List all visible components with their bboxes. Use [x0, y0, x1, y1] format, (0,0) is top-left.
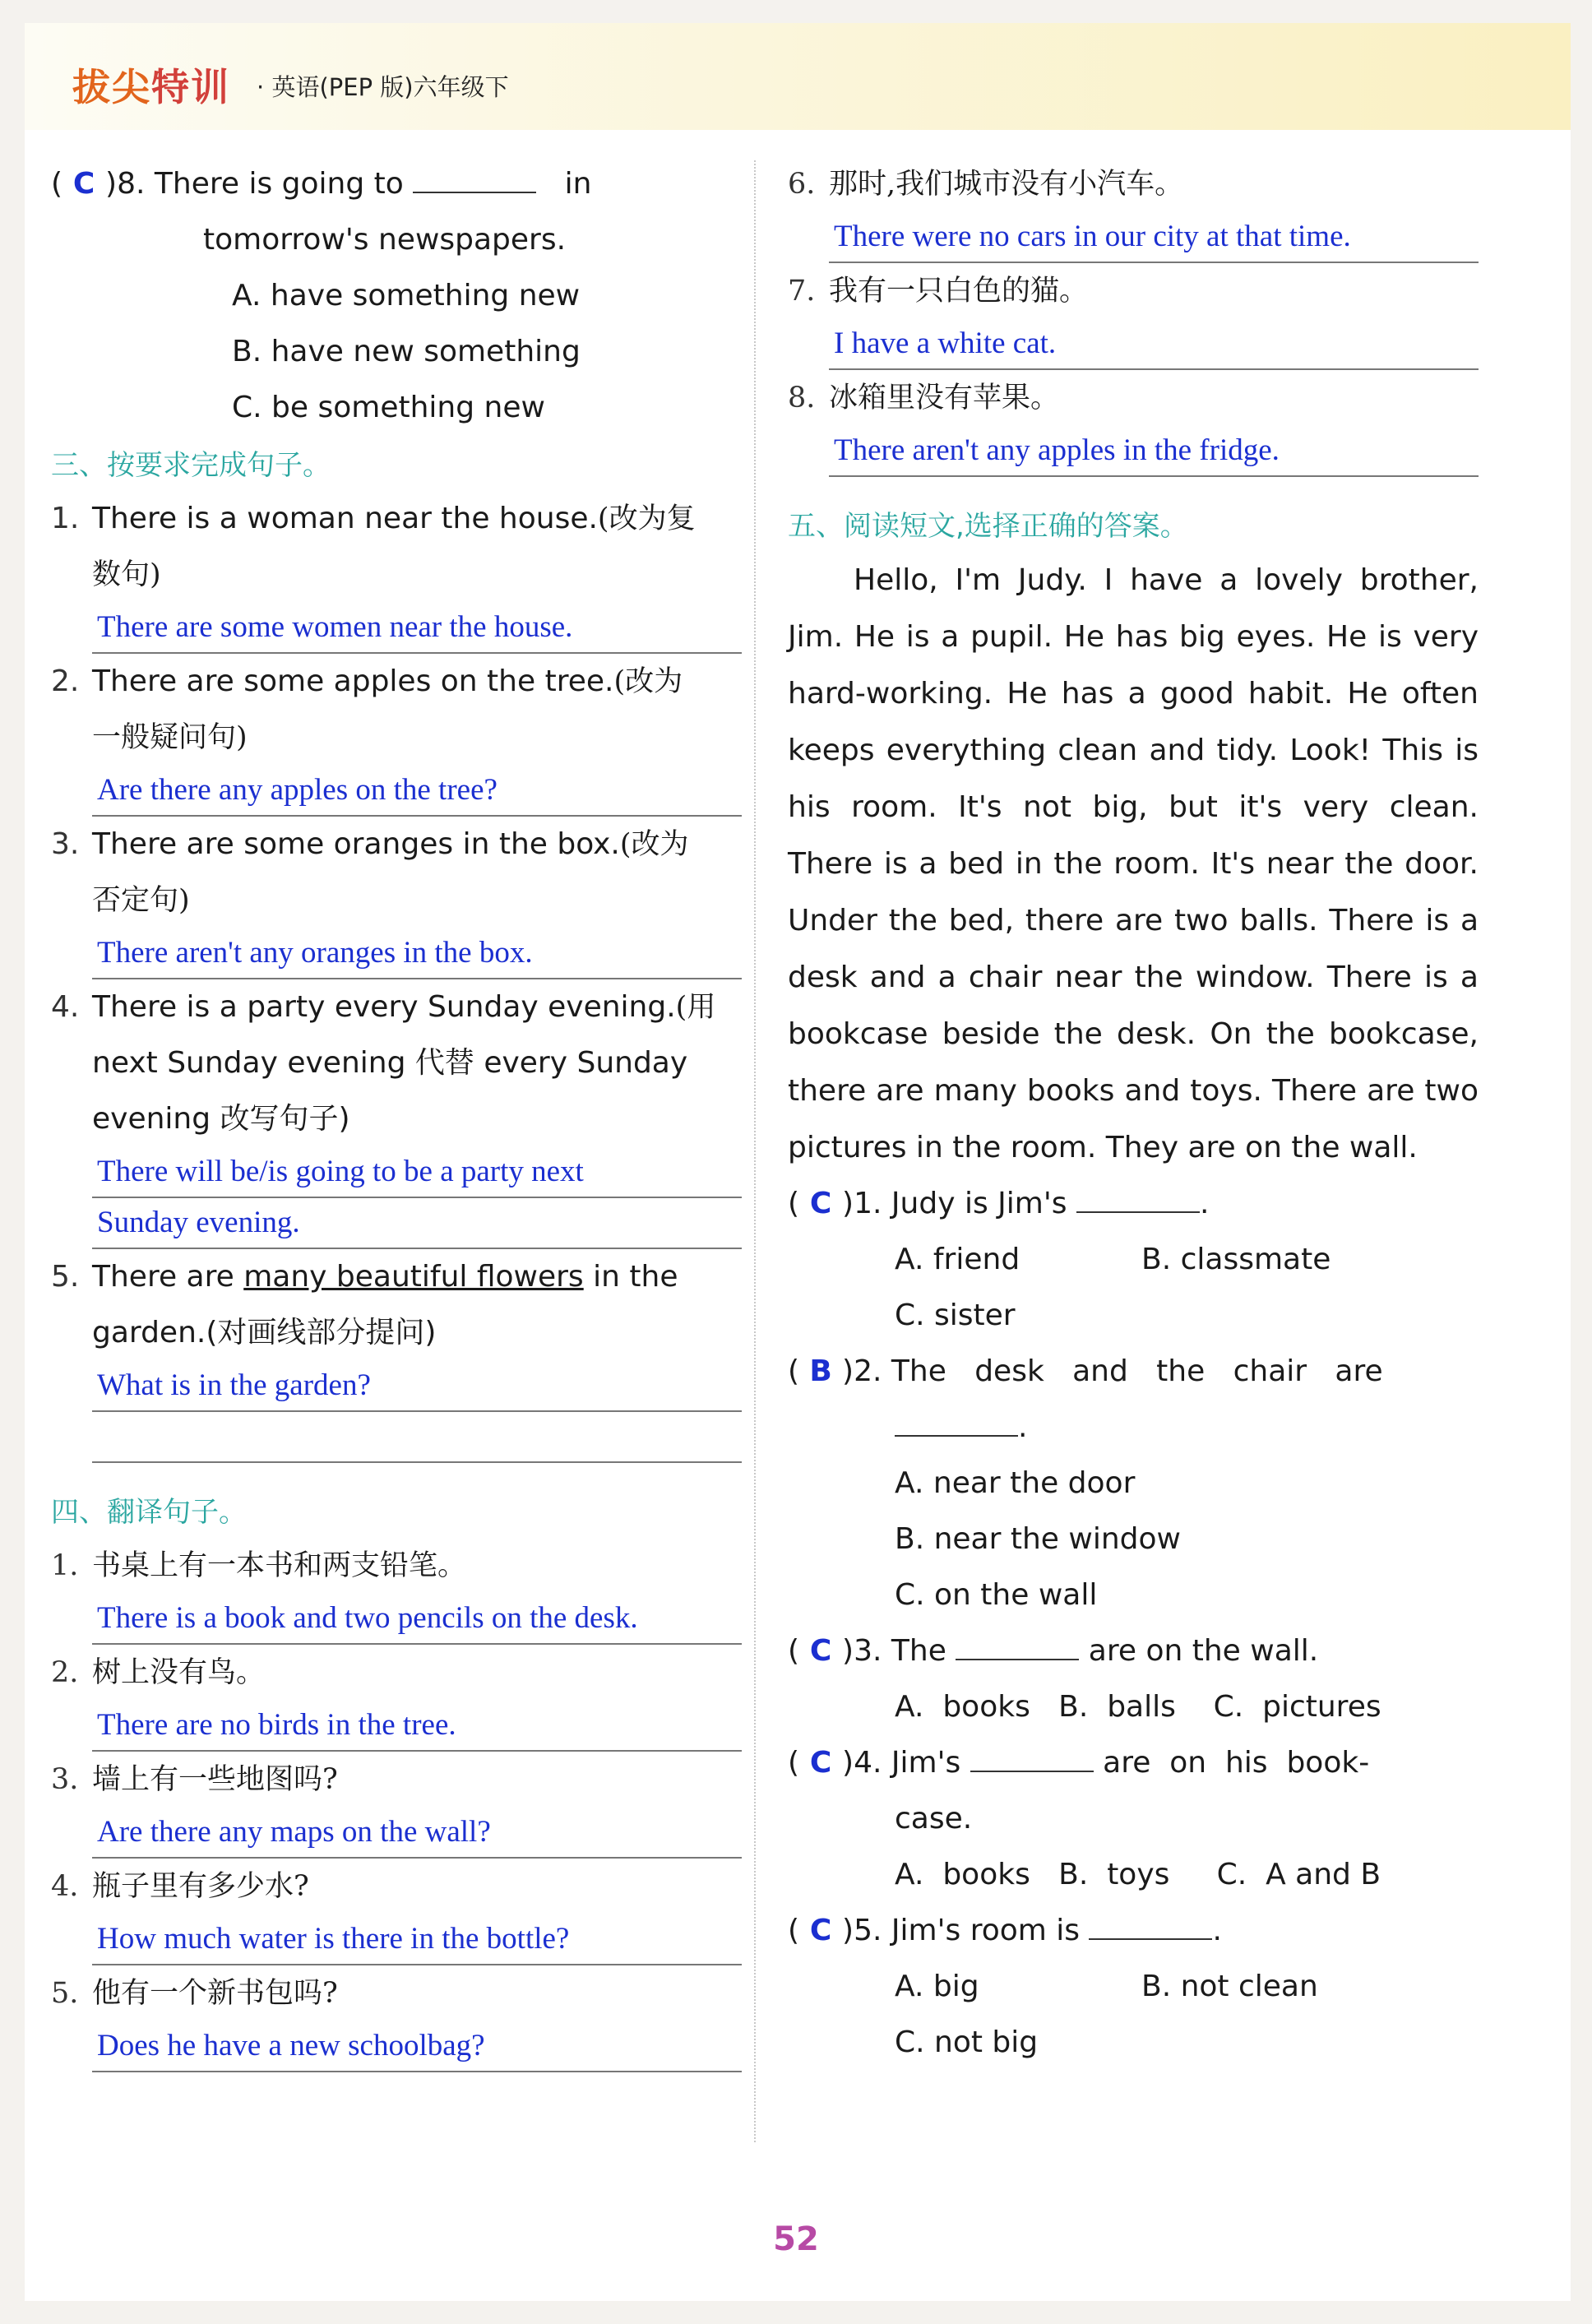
- answer-letter: B: [809, 1354, 832, 1388]
- answer-line: I have a white cat.: [829, 319, 1479, 370]
- option: C. on the wall: [895, 1578, 1098, 1612]
- option: B. near the window: [895, 1522, 1181, 1556]
- column-divider: [754, 160, 756, 2142]
- reading-question: ( C )5. Jim's room is .: [788, 1903, 1479, 1959]
- exercise-item-cont: 一般疑问句): [92, 721, 248, 754]
- reading-question: ( C )1. Judy is Jim's .: [788, 1176, 1479, 1232]
- exercise-item: 3. There are some oranges in the box.(改为: [51, 827, 689, 861]
- page-number: 52: [773, 2220, 819, 2258]
- translate-item: 2. 树上没有鸟。: [51, 1656, 266, 1689]
- answer-line: There are no birds in the tree.: [92, 1701, 742, 1752]
- answer-letter: C: [809, 1914, 832, 1947]
- section-5-heading: 五、阅读短文,选择正确的答案。: [788, 510, 1188, 543]
- answer-line: There aren't any apples in the fridge.: [829, 426, 1479, 477]
- translate-item: 6. 那时,我们城市没有小汽车。: [788, 168, 1184, 201]
- exercise-item: 2. There are some apples on the tree.(改为: [51, 664, 683, 698]
- option: A. have something new: [232, 279, 581, 312]
- exercise-item-cont: evening 改写句子): [92, 1102, 350, 1136]
- exercise-item-cont: garden.(对画线部分提问): [92, 1316, 437, 1349]
- section-3-heading: 三、按要求完成句子。: [51, 449, 331, 482]
- answer-line: Are there any apples on the tree?: [92, 766, 742, 817]
- question-cont: case.: [895, 1802, 973, 1836]
- answer-letter: C: [809, 1634, 832, 1668]
- brand-logo: 拔尖特训: [72, 65, 230, 109]
- blank-line: [413, 167, 536, 193]
- translate-item: 1. 书桌上有一本书和两支铅笔。: [51, 1549, 467, 1582]
- answer-line: There were no cars in our city at that time.: [829, 212, 1479, 263]
- reading-question: ( C )3. The are on the wall.: [788, 1623, 1479, 1679]
- reading-question: ( B )2. The desk and the chair are: [788, 1344, 1479, 1400]
- answer-line: What is in the garden?: [92, 1361, 742, 1412]
- option: A. books B. balls C. pictures: [895, 1690, 1381, 1724]
- exercise-item-cont: next Sunday evening 代替 every Sunday: [92, 1046, 688, 1080]
- option: A. near the door: [895, 1466, 1136, 1500]
- option: C. sister: [895, 1299, 1016, 1332]
- exercise-item: 4. There is a party every Sunday evening.(用: [51, 990, 716, 1024]
- answer-line: There are some women near the house.: [92, 603, 742, 654]
- answer-line: How much water is there in the bottle?: [92, 1914, 742, 1965]
- answer-line-empty: [92, 1412, 742, 1463]
- translate-item: 7. 我有一只白色的猫。: [788, 275, 1089, 308]
- right-column: [788, 156, 1479, 2071]
- answer-line: There will be/is going to be a party next: [92, 1147, 742, 1198]
- exercise-item: 5. There are many beautiful flowers in the: [51, 1260, 678, 1294]
- subject-title: · 英语(PEP 版)六年级下: [257, 73, 509, 101]
- exercise-item-cont: 数句): [92, 558, 161, 591]
- option: A. big B. not clean: [895, 1970, 1318, 2003]
- option: A. books B. toys C. A and B: [895, 1858, 1381, 1891]
- section-4-heading: 四、翻译句子。: [51, 1496, 247, 1529]
- option: A. friend B. classmate: [895, 1243, 1331, 1276]
- answer-line: Sunday evening.: [92, 1198, 742, 1249]
- underlined-phrase: many beautiful flowers: [243, 1260, 584, 1294]
- answer-line: There is a book and two pencils on the desk.: [92, 1594, 742, 1645]
- reading-passage: Hello, I'm Judy. I have a lovely brother, Jim. He is a pupil. He has big eyes. He is very hard-working. He has a good habit. He often keeps everything clean and tidy. Look! This is his room. It's not big, but it's very clean. There is a bed in the room. It's near the door. Under the bed, there are two balls. There is a desk and a chair near the window. There is a bookcase beside the desk. On the bookcase, there are many books and toys. There are two pictures in the room. They are on the wall.: [788, 563, 1479, 1164]
- exercise-item-cont: 否定句): [92, 884, 190, 917]
- answer-line: There aren't any oranges in the box.: [92, 928, 742, 979]
- translate-item: 3. 墙上有一些地图吗?: [51, 1763, 338, 1796]
- exercise-item: 1. There is a woman near the house.(改为复: [51, 502, 696, 535]
- answer-letter: C: [72, 167, 95, 201]
- reading-question: ( C )4. Jim's are on his book-: [788, 1735, 1479, 1791]
- translate-item: 8. 冰箱里没有苹果。: [788, 382, 1060, 414]
- translate-item: 4. 瓶子里有多少水?: [51, 1870, 309, 1903]
- left-column: [51, 156, 742, 2072]
- option: C. not big: [895, 2025, 1039, 2059]
- translate-item: 5. 他有一个新书包吗?: [51, 1977, 338, 2010]
- answer-line: Does he have a new schoolbag?: [92, 2021, 742, 2072]
- option: C. be something new: [232, 391, 545, 424]
- blank-line: .: [788, 1400, 1479, 1456]
- answer-letter: C: [809, 1746, 832, 1780]
- question-8-line2: tomorrow's newspapers.: [203, 223, 567, 257]
- option: B. have new something: [232, 335, 581, 368]
- answer-letter: C: [809, 1187, 832, 1220]
- question-8: ( C )8. There is going to in: [51, 156, 742, 212]
- answer-line: Are there any maps on the wall?: [92, 1808, 742, 1859]
